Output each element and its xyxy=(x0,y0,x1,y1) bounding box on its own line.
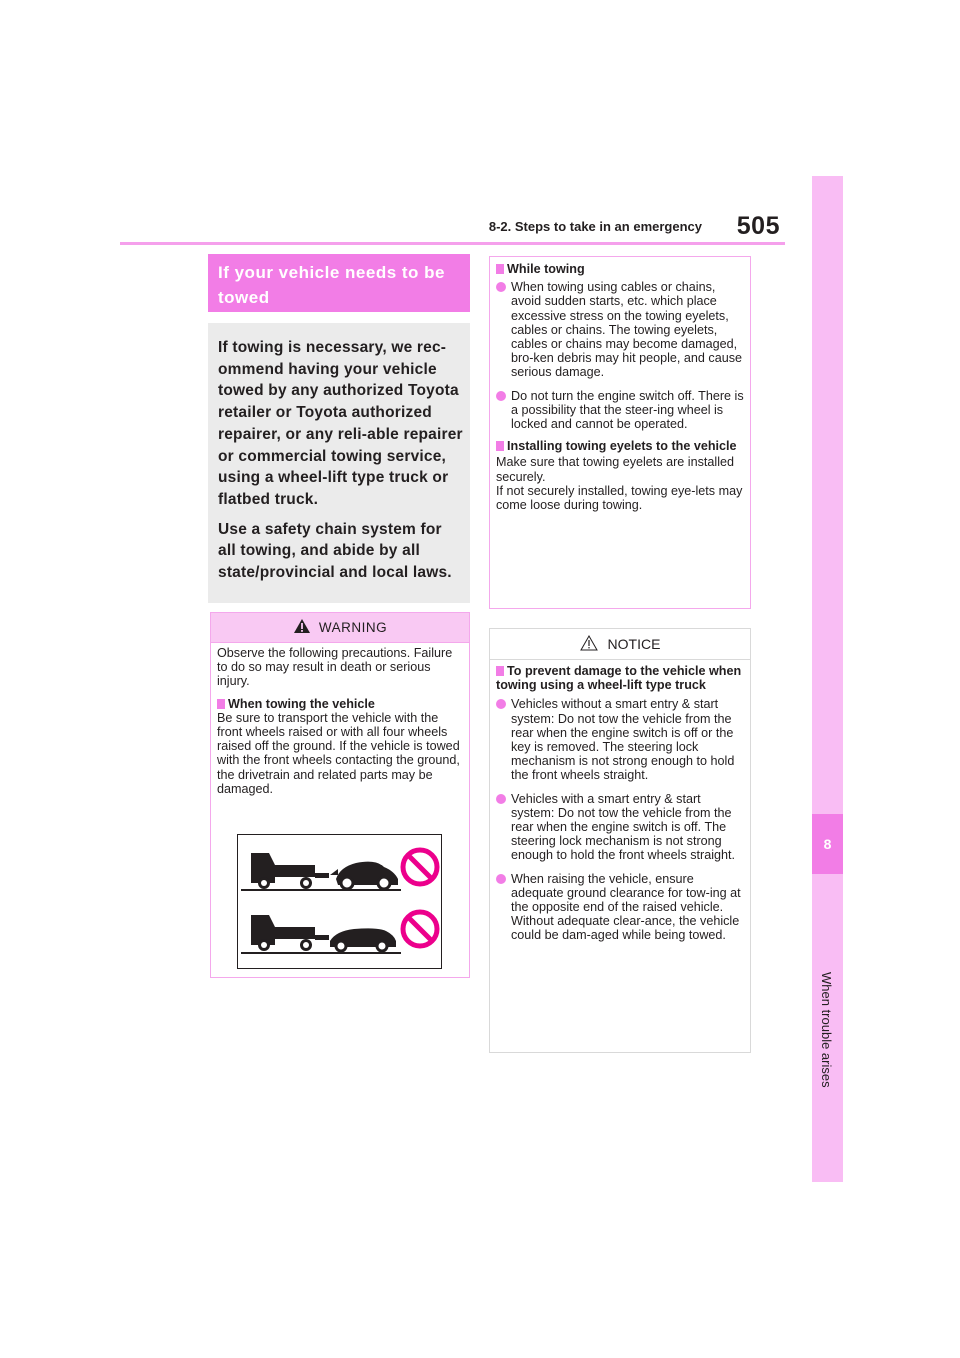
list-item: Do not turn the engine switch off. There is a possibility that the steer-ing wheel is locked and cannot be operated. xyxy=(496,389,744,432)
caution-triangle-icon xyxy=(580,635,598,651)
warning-body: Be sure to transport the vehicle with the front wheels raised or with all four wheels raised off the ground. If the vehicle is towed with the front wheels contacting the ground, the drivetrain and related parts may be damaged. xyxy=(217,710,460,796)
list-item: Vehicles without a smart entry & start system: Do not tow the vehicle from the rear when the engine switch is off or the key is removed. The steering lock mechanism is not strong enough to hold the front wheels straight. xyxy=(496,697,744,782)
while-towing-box xyxy=(489,256,751,609)
towing-prohibited-illustration xyxy=(237,834,442,969)
intro-panel xyxy=(208,323,470,603)
section-heading: If your vehicle needs to be towed xyxy=(208,254,470,312)
while-towing-heading: While towing xyxy=(496,262,744,276)
intro-paragraph: If towing is necessary, we rec-ommend having your vehicle towed by any authorized Toyota retailer or Toyota authorized repairer, or any reli-able repairer or commercial towing service, using a wheel-lift type truck or flatbed truck. xyxy=(218,339,463,508)
square-bullet-icon xyxy=(496,441,504,451)
warning-title: WARNING xyxy=(318,620,388,635)
square-bullet-icon xyxy=(496,264,504,274)
notice-box xyxy=(489,628,751,1053)
notice-heading: To prevent damage to the vehicle when towing using a wheel-lift type truck xyxy=(496,664,742,693)
warning-subheading: When towing the vehicle xyxy=(217,697,463,711)
notice-header xyxy=(490,629,750,660)
header-divider xyxy=(120,242,785,245)
warning-header xyxy=(211,613,469,643)
intro-paragraph: Use a safety chain system for all towing, and abide by all state/provincial and local laws. xyxy=(218,520,452,582)
square-bullet-icon xyxy=(217,699,225,709)
chapter-number-badge: 8 xyxy=(812,814,843,874)
square-bullet-icon xyxy=(496,666,504,676)
list-item: When raising the vehicle, ensure adequate ground clearance for tow-ing at the opposite end of the raised vehicle. Without adequate clear-ance, the vehicle could be dam-aged while being towed. xyxy=(496,872,744,943)
list-item: When towing using cables or chains, avoid sudden starts, etc. which place excessive stress on the towing eyelets, cables or chains. The towing eyelets, cables or chains may become damaged, bro-ken debris may hit people, and cause serious damage. xyxy=(496,280,744,379)
eyelets-body: If not securely installed, towing eye-lets may come loose during towing. xyxy=(496,483,743,513)
page-number: 505 xyxy=(736,212,780,240)
eyelets-body: Make sure that towing eyelets are installed securely. xyxy=(496,455,735,484)
list-item: Vehicles with a smart entry & start system: Do not tow the vehicle from the rear when the engine switch is off. The steering lock mechanism is not strong enough to hold the front wheels straight. xyxy=(496,792,744,863)
warning-intro: Observe the following precautions. Failure to do so may result in death or serious injury. xyxy=(217,646,453,689)
warning-triangle-icon xyxy=(293,618,311,634)
section-title: 8-2. Steps to take in an emergency xyxy=(488,219,702,234)
tow-truck-diagram-icon xyxy=(238,835,441,968)
chapter-title: When trouble arises xyxy=(819,972,834,1088)
eyelets-heading: Installing towing eyelets to the vehicle xyxy=(496,439,744,453)
notice-title: NOTICE xyxy=(607,636,661,652)
